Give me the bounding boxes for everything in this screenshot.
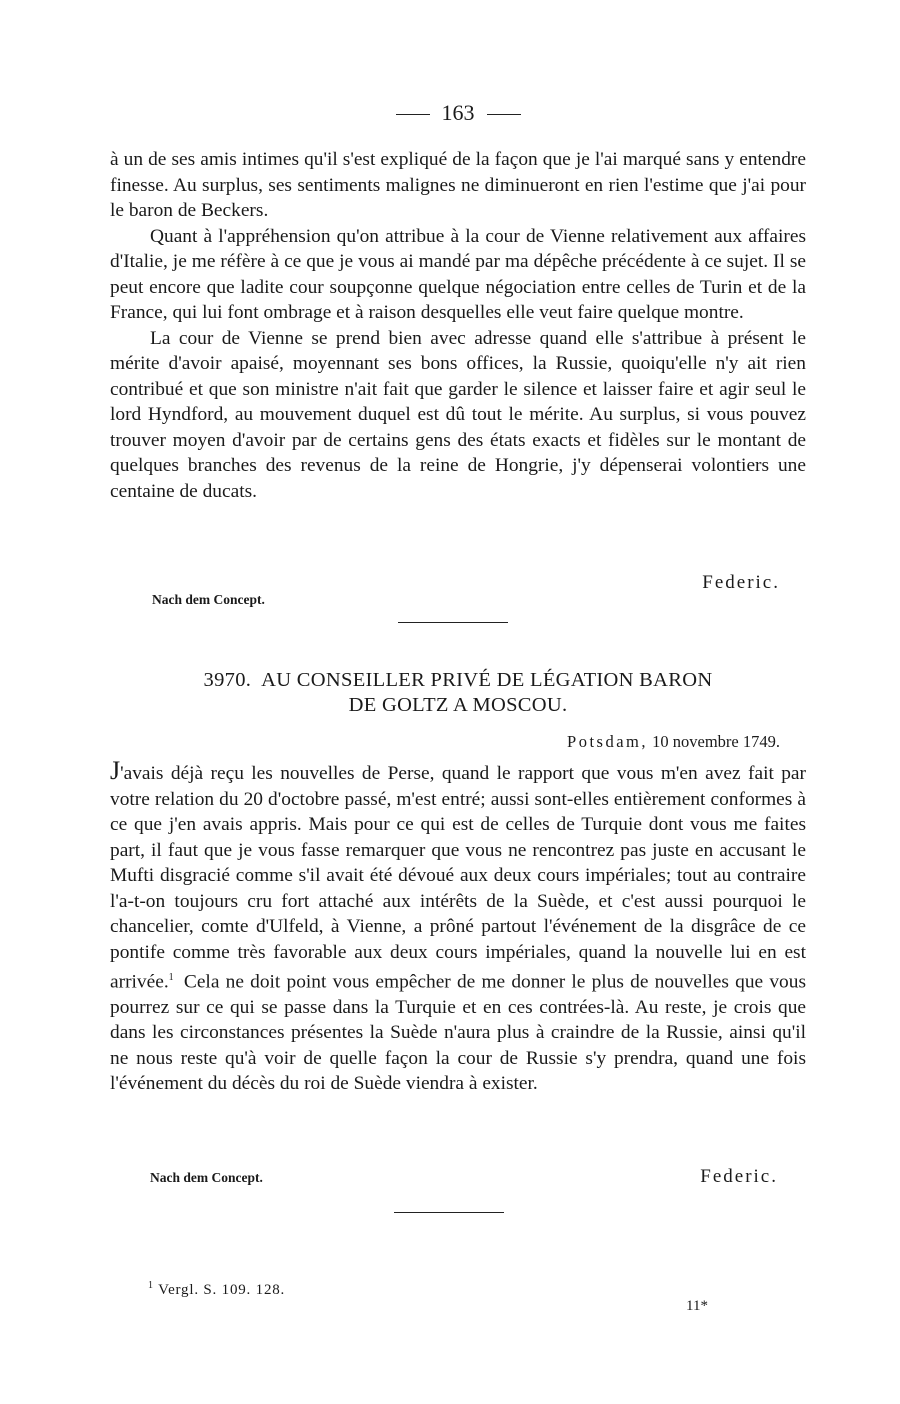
letter-text-part-2: Cela ne doit point vous empêcher de me donner le plus de nouvelles que vous pourrez sur ce qui se passe dans la Turquie et en ces contrées-là. Au reste, je crois que dans les circonstances présentes la Suède n'aura plus à craindre de la Russie, ainsi qu'il ne nous reste qu'à voir de quelle façon la cour de Russie s'y prendra, quand une fois l'événement du décès du roi de Suède viendra à exister. (110, 971, 806, 1095)
page-number: 163 (441, 100, 475, 125)
letter-heading (110, 668, 806, 718)
source-note-2: Nach dem Concept. (150, 1170, 263, 1185)
footnote-text: Vergl. S. 109. 128. (158, 1282, 286, 1298)
footnote-reference: 1 (168, 972, 174, 983)
section-divider-1 (398, 622, 508, 623)
letter-text-part-1: 'avais déjà reçu les nouvelles de Perse, quand le rapport que vous m'en avez fait par votre relation du 20 d'octobre passé, m'est entré; aussi sont-elles entièrement conformes à ce que j'en avais appris. Mais pour ce qui est de celles de Turquie dont vous me faites part, il faut que je vous fasse remarquer que vous ne rencontrez pas juste en accusant le Mufti disgracié comme s'il avait été dévoué aux deux cours impériales; tout au contraire l'a-t-on toujours cru fort attaché aux intérêts de la Suède, et c'est aussi pourquoi le chancelier, comte d'Ulfeld, à Vienne, a prôné partout l'événement de la disgrâce de ce pontife comme très favorable aux deux cours impériales, quand la nouvelle lui en est arrivée. (110, 763, 806, 993)
footnote-mark: 1 (148, 1280, 154, 1291)
header-dash-left (396, 114, 430, 115)
letter-body (110, 758, 806, 1097)
dateline-place: Potsdam, (567, 732, 649, 751)
dateline-date: 10 novembre 1749. (652, 732, 780, 751)
heading-text-1: AU CONSEILLER PRIVÉ DE LÉGATION BARON (261, 669, 713, 691)
paragraph-1: à un de ses amis intimes qu'il s'est expliqué de la façon que je l'ai marqué sans y entendre finesse. Au surplus, ses sentiments malignes ne diminueront en rien l'estime que j'ai pour le baron de Beckers. (110, 149, 806, 221)
letter-continuation (110, 147, 806, 504)
paragraph-2: Quant à l'appréhension qu'on attribue à la cour de Vienne relativement aux affaires d'Italie, je me réfère à ce que je vous ai mandé par ma dépêche précédente à ce sujet. Il se peut encore que ladite cour soupçonne quelque négociation entre celles de Turin et de la France, qui lui font ombrage et à raison desquelles elle veut faire quelque montre. (110, 225, 806, 323)
footnote (148, 1280, 285, 1299)
signature-1: Federic. (702, 572, 780, 593)
heading-line-2: DE GOLTZ A MOSCOU. (348, 694, 568, 716)
dateline (567, 732, 780, 752)
page-header (110, 100, 806, 126)
heading-line-1 (110, 668, 806, 693)
printer-signature-mark: 11* (686, 1298, 708, 1314)
drop-cap: J (110, 756, 121, 785)
section-divider-2 (394, 1212, 504, 1213)
header-dash-right (487, 114, 521, 115)
paragraph-3: La cour de Vienne se prend bien avec adresse quand elle s'attribue à présent le mérite d'avoir apaisé, moyennant ses bons offices, la Russie, quoiqu'elle n'y ait rien contribué et que son ministre n'ait fait que garder le silence et laisser faire et agir seul le lord Hyndford, au mouvement duquel est dû tout le mérite. Au surplus, si vous pouvez trouver moyen d'avoir par de certains gens des états exacts et fidèles sur le montant de quelques branches des revenus de la reine de Hongrie, j'y dépenserai volontiers une centaine de ducats. (110, 327, 806, 502)
letter-paragraph (110, 758, 806, 1097)
source-note-1: Nach dem Concept. (152, 592, 265, 607)
signature-2: Federic. (700, 1166, 778, 1187)
letter-number: 3970. (203, 669, 252, 691)
